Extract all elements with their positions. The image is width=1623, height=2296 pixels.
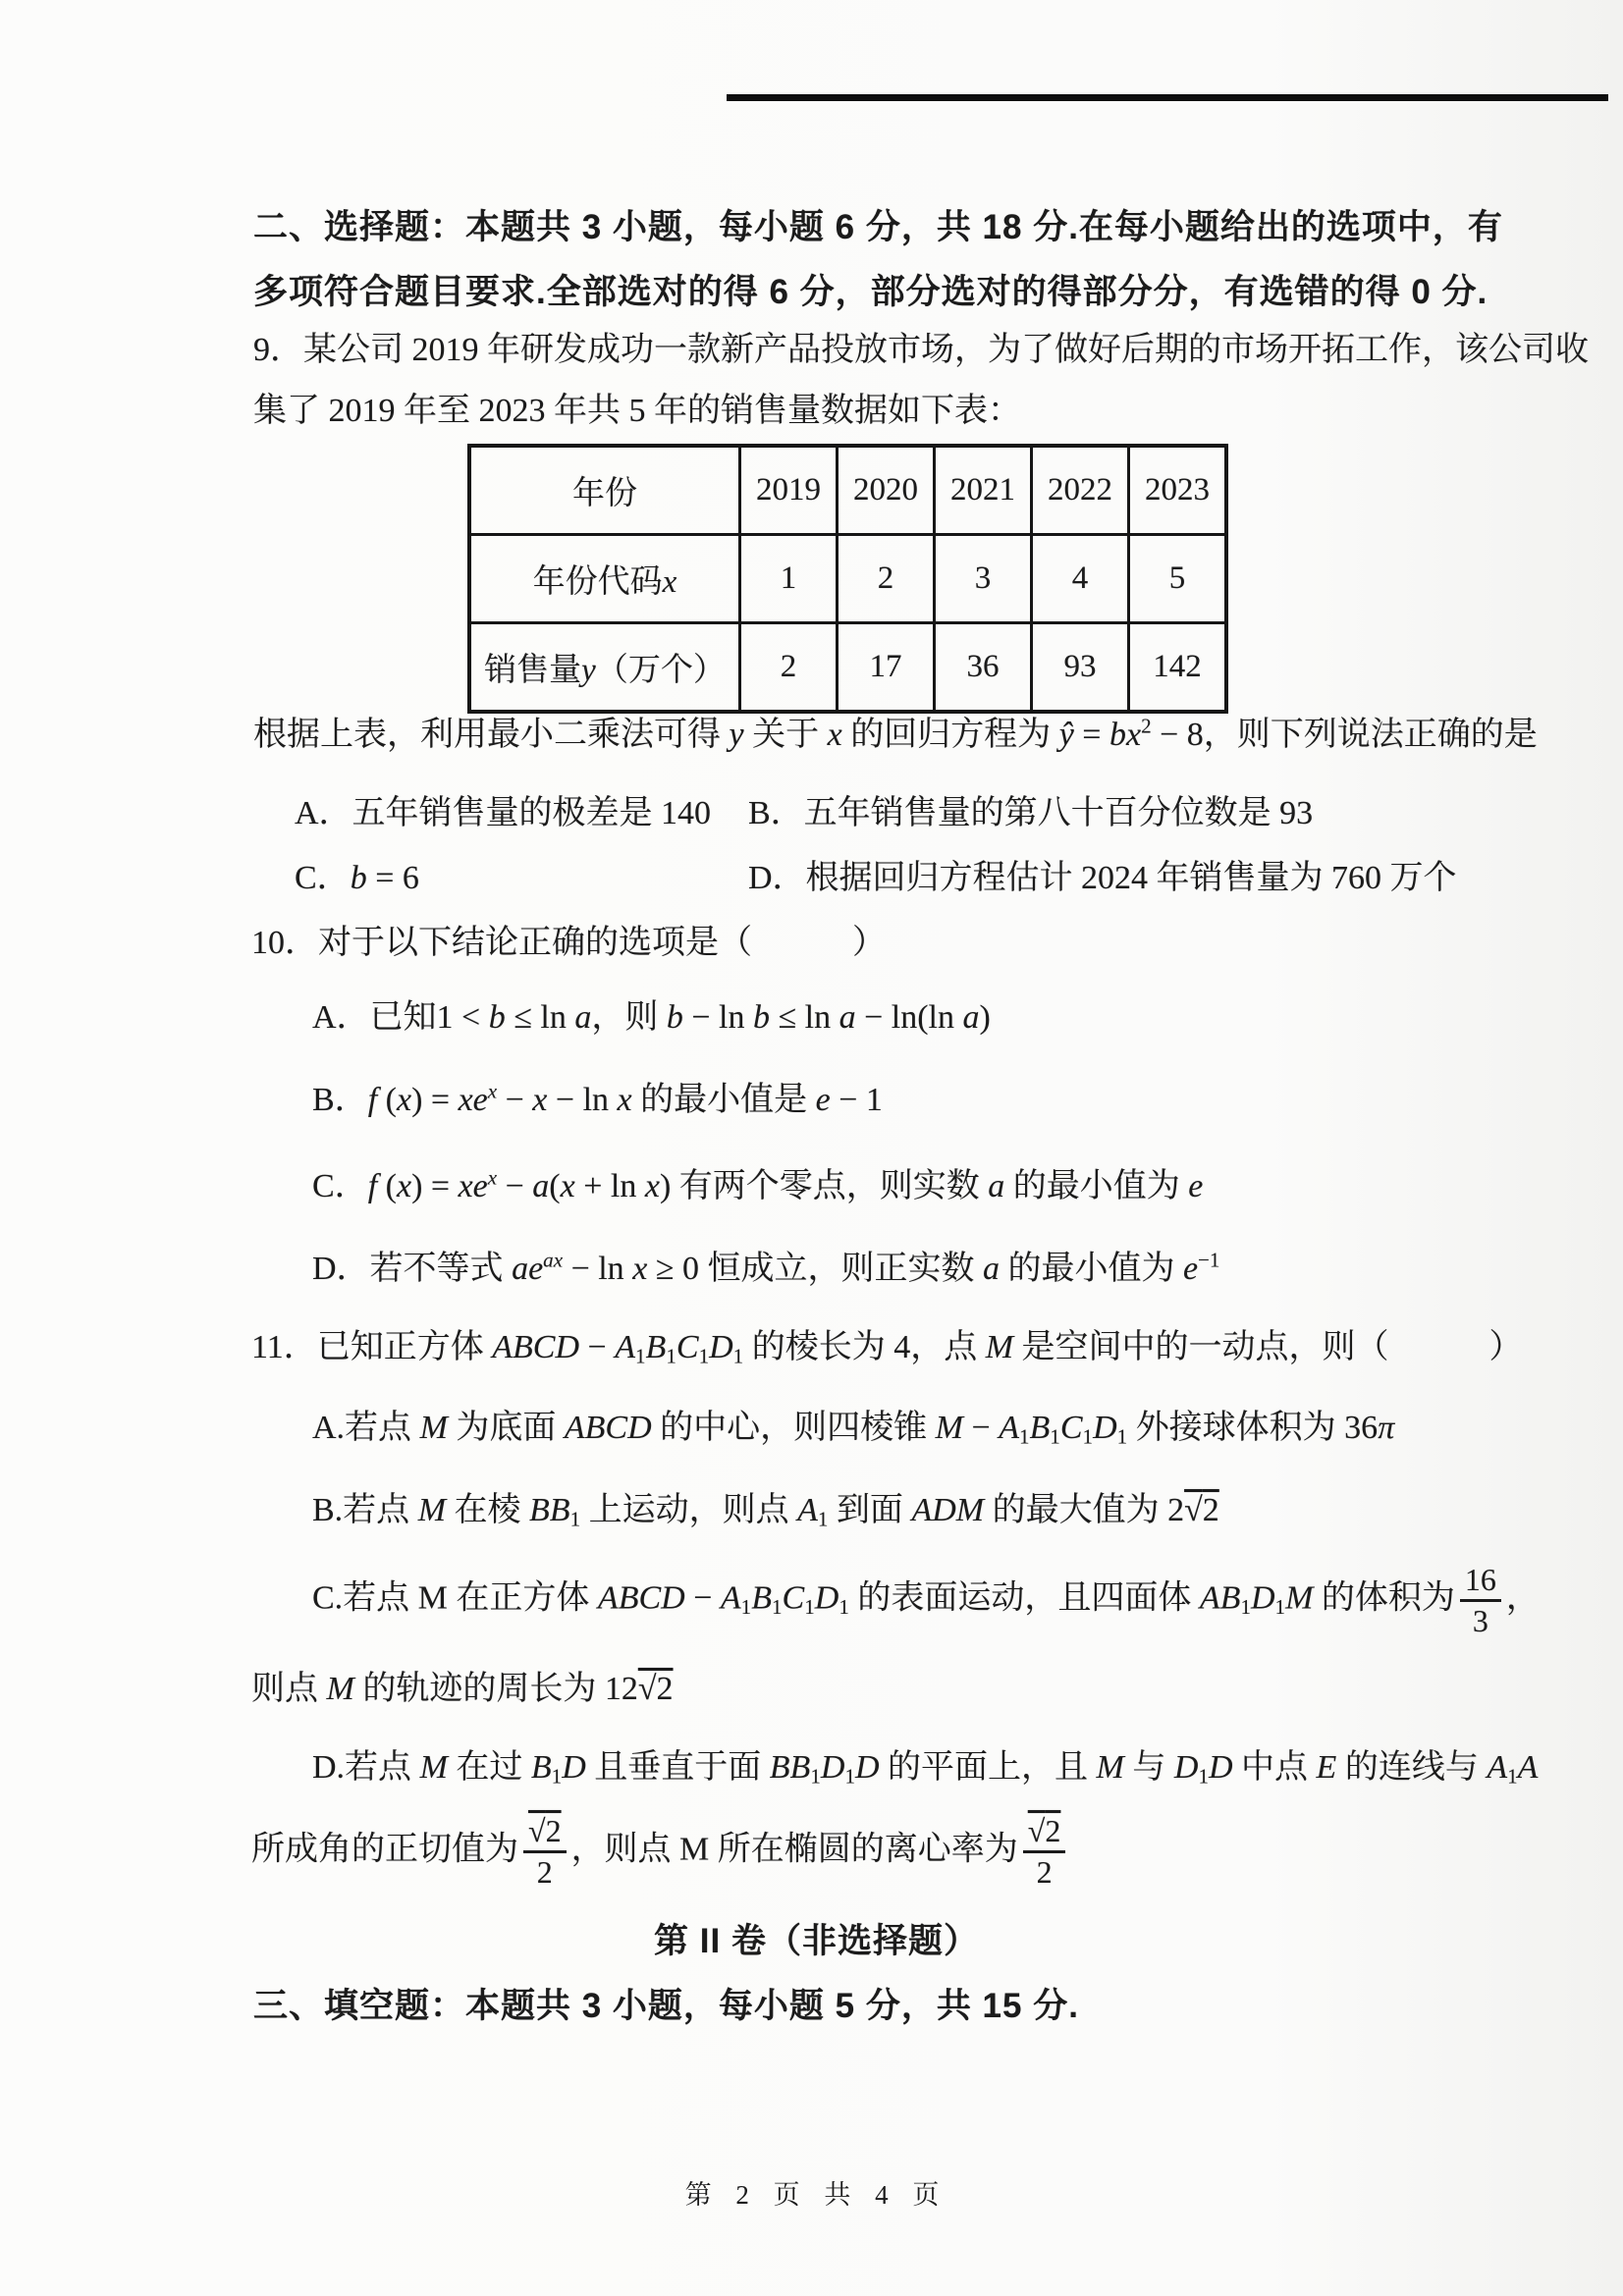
q9-option-c: C．b = 6	[295, 860, 419, 896]
section-fill-in-heading: 三、填空题：本题共 3 小题，每小题 5 分，共 15 分.	[253, 1987, 1079, 2025]
q10-option-d: D．若不等式 $ae^{ax} - \ln x \ge 0$ 恒成立，则正实数 a 的最小值为 $e^{-1}$	[312, 1248, 1220, 1287]
table-cell: 2019	[740, 446, 838, 535]
table-cell: 142	[1129, 623, 1227, 713]
table-cell: 5	[1129, 535, 1227, 623]
part2-title: 第 II 卷（非选择题）	[654, 1922, 979, 1960]
q9-option-a: A．五年销售量的极差是 140	[295, 795, 712, 831]
q11-stem: 11．已知正方体 ABCD − $A_1B_1C_1D_1$ 的棱长为 4，点 M 是空间中的一动点，则（ ）	[251, 1329, 1523, 1368]
table-cell: 17	[838, 623, 935, 713]
q10-option-c: C．f $(x) = xe^x - a(x + \ln x)$ 有两个零点，则实数 a 的最小值为 e	[312, 1165, 1204, 1204]
table-cell: 3	[935, 535, 1032, 623]
table-cell: 1	[740, 535, 838, 623]
table-cell: 93	[1032, 623, 1129, 713]
table-cell: 36	[935, 623, 1032, 713]
table-cell: 2	[740, 623, 838, 713]
section-choice-heading-line1: 二、选择题：本题共 3 小题，每小题 6 分，共 18 分.在每小题给出的选项中，有	[253, 208, 1503, 246]
q11-option-d-line2: 所成角的正切值为 √ $\frac{2}{2}$ ，则点 M 所在椭圆的离心率为 √ $\frac{2}{2}$	[251, 1814, 1070, 1890]
table-cell: 年份	[469, 446, 740, 535]
q11-option-b: B.若点 M 在棱 $BB_1$ 上运动，则点 $A_1$ 到面 ADM 的最大值为 2 √ 2	[312, 1490, 1219, 1532]
table-cell: 销售量y（万个）	[469, 623, 740, 713]
q11-option-a: A.若点 M 为底面 ABCD 的中心，则四棱锥 $M - A_1B_1C_1D_1$ 外接球体积为 36π	[312, 1410, 1395, 1449]
q11-option-c-line2: 则点 M 的轨迹的周长为 12 √ 2	[251, 1669, 674, 1711]
q9-stem-line1: 9．某公司 2019 年研发成功一款新产品投放市场，为了做好后期的市场开拓工作，该公司收	[253, 332, 1589, 368]
table-cell: 4	[1032, 535, 1129, 623]
q10-option-a: A．已知1 < b ≤ ln a，则 b − ln b ≤ ln a − ln(ln a)	[312, 999, 991, 1036]
q10-stem: 10．对于以下结论正确的选项是（ ）	[251, 925, 886, 961]
page-number: 第 2 页 共 4 页	[684, 2180, 948, 2210]
q11-option-c-line1: C.若点 M 在正方体 ABCD − $A_1B_1C_1D_1$ 的表面运动，且四面体 $AB_1D_1M$ 的体积为 $\frac{16}{3}$ ，	[312, 1562, 1540, 1639]
q10-option-b: B．f $(x) = xe^x - x - \ln x$ 的最小值是 e − 1	[312, 1079, 883, 1118]
section-choice-heading-line2: 多项符合题目要求.全部选对的得 6 分，部分选对的得部分分，有选错的得 0 分.	[253, 273, 1488, 311]
table-cell: 2	[838, 535, 935, 623]
table-row-sales	[469, 623, 1226, 713]
table-cell: 2020	[838, 446, 935, 535]
table-row-code	[469, 535, 1226, 623]
top-rule	[727, 94, 1608, 101]
q9-regression-text: 根据上表，利用最小二乘法可得 y 关于 x 的回归方程为 ŷ = $bx^2 - 8$，则下列说法正确的是	[253, 714, 1538, 753]
table-row-year	[469, 446, 1226, 535]
sales-data-table	[467, 444, 1228, 714]
q9-stem-line2: 集了 2019 年至 2023 年共 5 年的销售量数据如下表：	[253, 393, 1021, 429]
q9-option-b: B．五年销售量的第八十百分位数是 93	[748, 795, 1314, 831]
table-cell: 2023	[1129, 446, 1227, 535]
table-cell: 2022	[1032, 446, 1129, 535]
table-cell: 年份代码x	[469, 535, 740, 623]
q11-option-d-line1: D.若点 M 在过 $B_1D$ 且垂直于面 $BB_1D_1D$ 的平面上，且 M 与 $D_1D$ 中点 E 的连线与 $A_1A$	[312, 1749, 1539, 1789]
q9-option-d: D．根据回归方程估计 2024 年销售量为 760 万个	[748, 860, 1457, 896]
table-cell: 2021	[935, 446, 1032, 535]
